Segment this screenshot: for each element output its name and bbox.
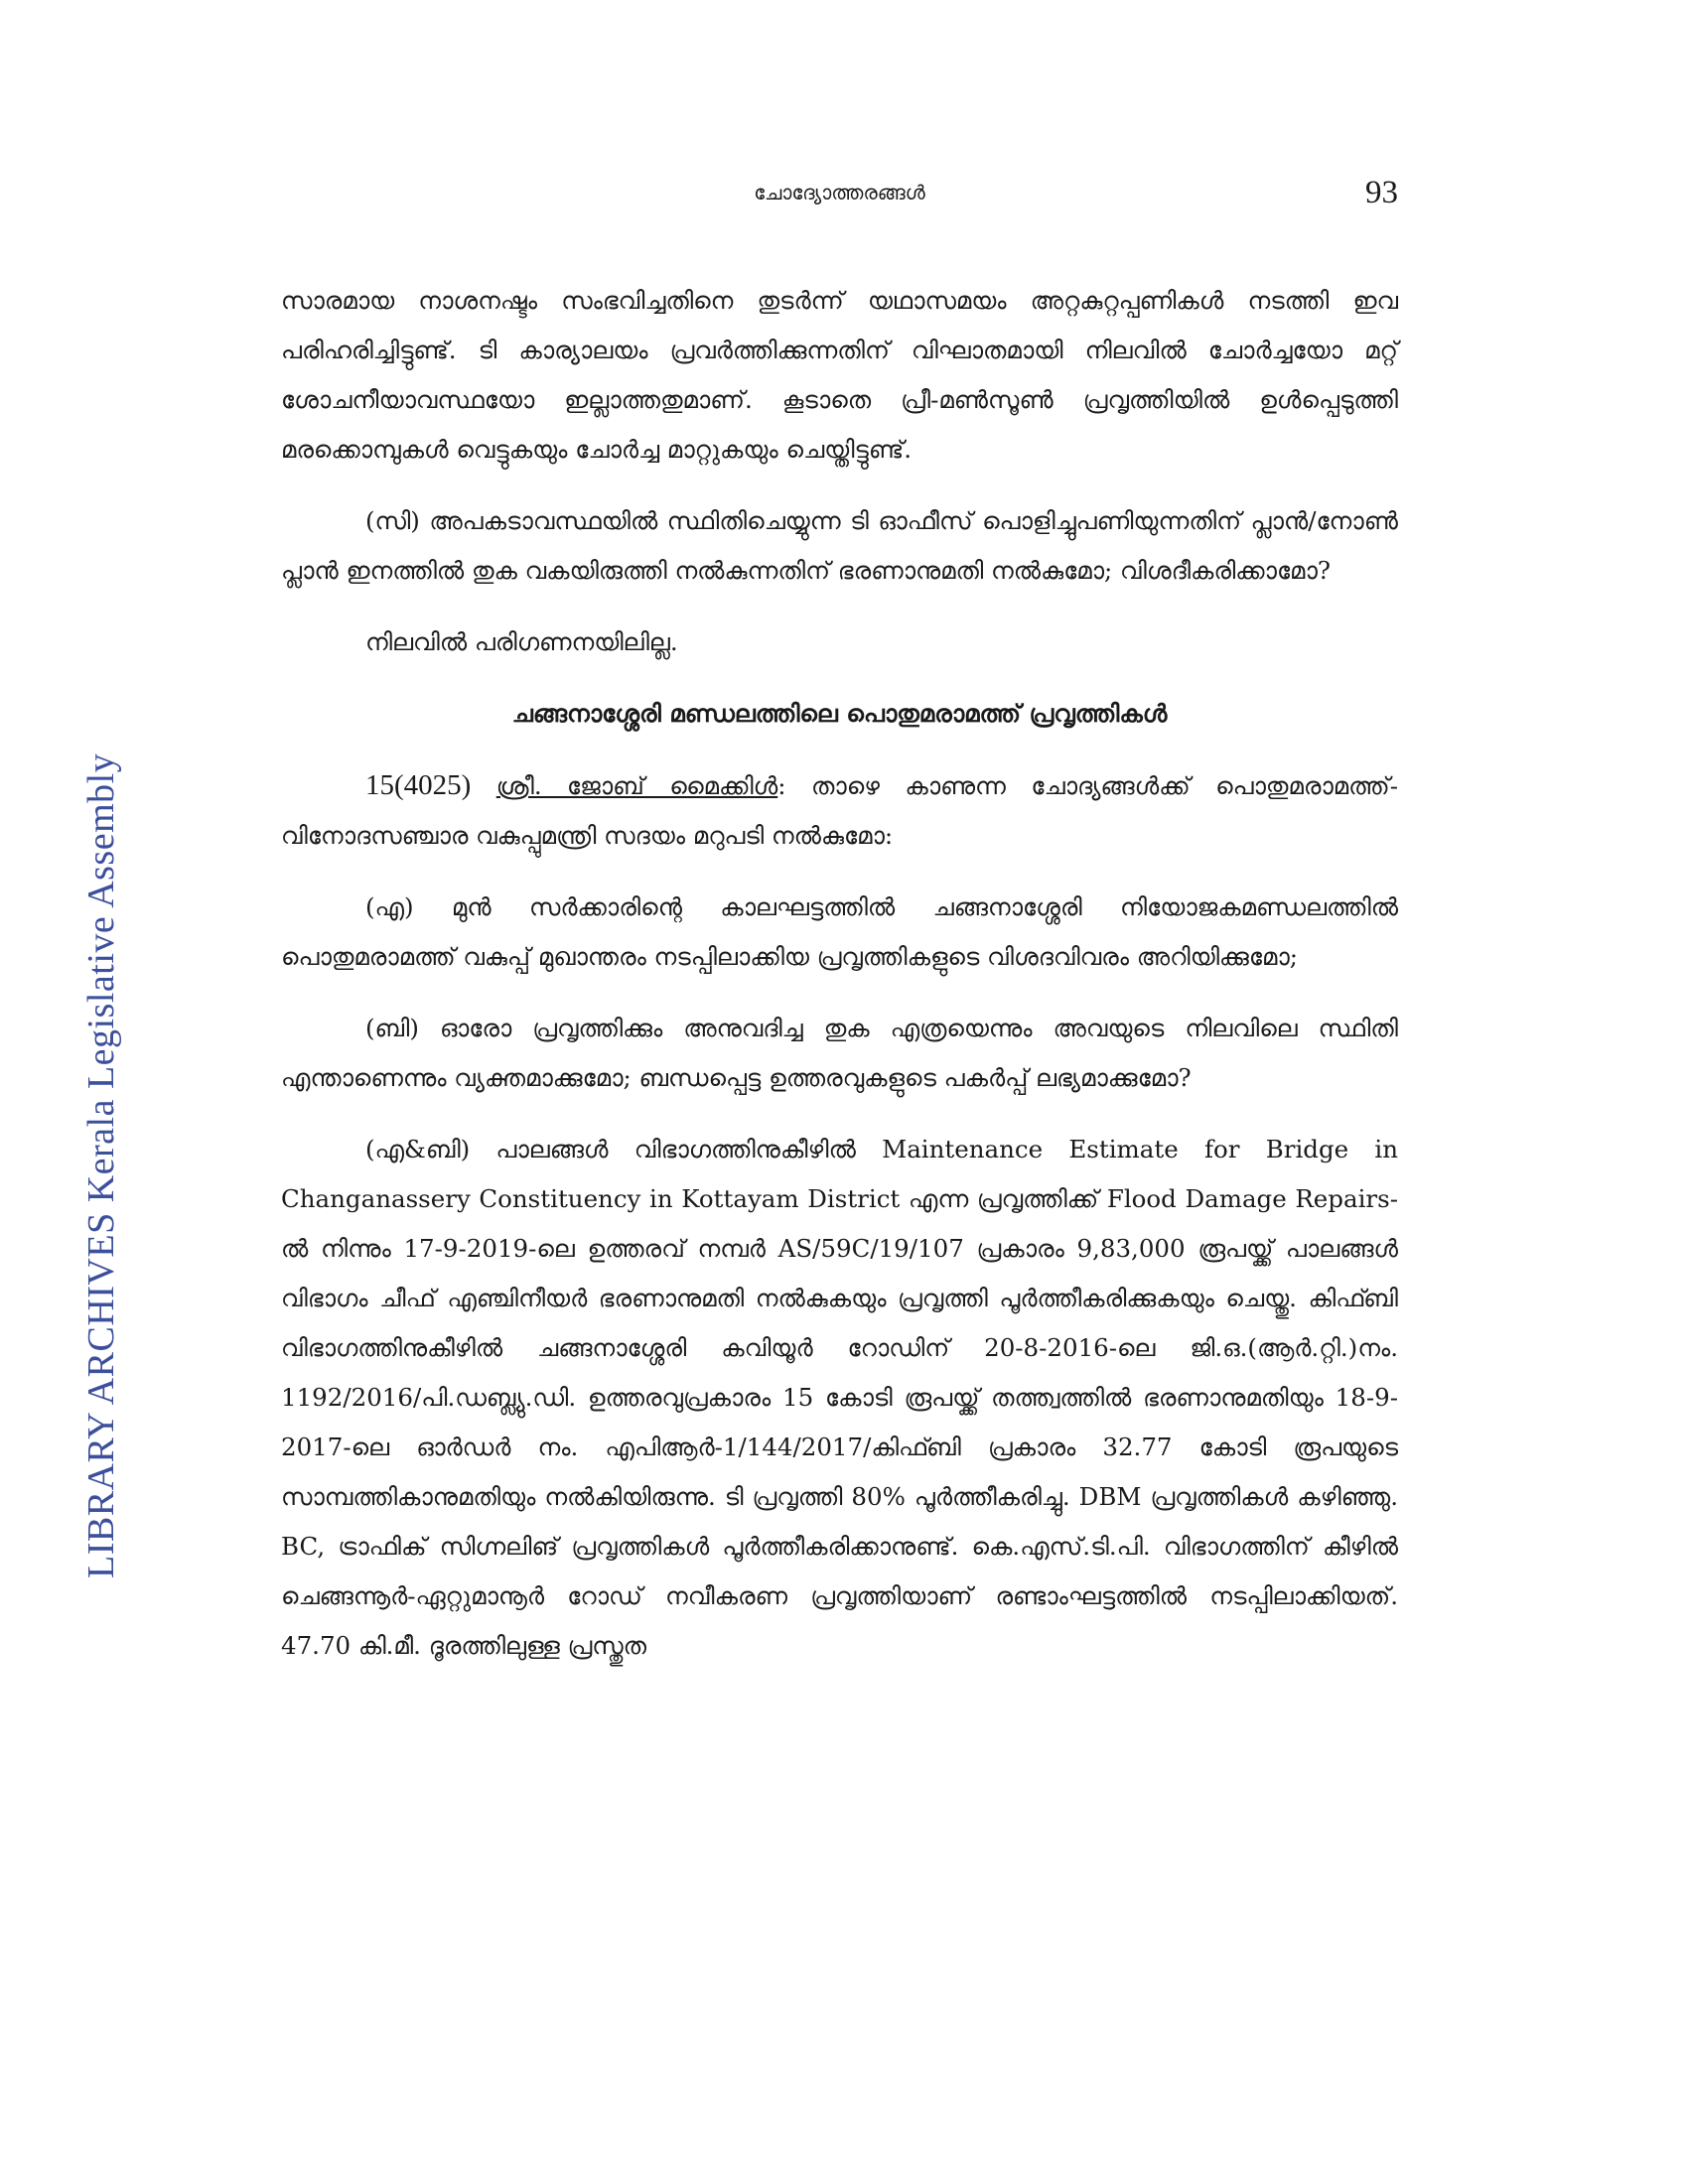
page-header xyxy=(281,175,1398,214)
page-number: 93 xyxy=(1365,175,1398,210)
question-number: 15(4025) xyxy=(365,769,472,801)
running-title: ചോദ്യോത്തരങ്ങൾ xyxy=(754,181,925,205)
answer-c: നിലവിൽ പരിഗണനയിലില്ല. xyxy=(365,627,678,656)
page-body xyxy=(281,276,1398,1693)
archive-watermark: LIBRARY ARCHIVES Kerala Legislative Assembly xyxy=(80,752,122,1578)
section-heading: ചങ്ങനാശ്ശേരി മണ്ഡലത്തിലെ പൊതുമരാമത്ത് പ്രവൃത്തികൾ xyxy=(511,699,1168,728)
answer-ab: (എ&ബി) പാലങ്ങൾ വിഭാഗത്തിനുകീഴിൽ Maintenance Estimate for Bridge in Changanassery Constituency in Kottayam District എന്ന പ്രവൃത്തിക്ക് Flood Damage Repairs-ൽ നിന്നും 17-9-2019-ലെ ഉത്തരവ് നമ്പർ AS/59C/19/107 പ്രകാരം 9,83,000 രൂപയ്ക്ക് പാലങ്ങൾ വിഭാഗം ചീഫ് എഞ്ചിനീയർ ഭരണാനുമതി നൽകുകയും പ്രവൃത്തി പൂർത്തീകരിക്കുകയും ചെയ്തു. കിഫ്ബി വിഭാഗത്തിനുകീഴിൽ ചങ്ങനാശ്ശേരി കവിയൂർ റോഡിന് 20-8-2016-ലെ ജി.ഒ.(ആർ.റ്റി.)നം. 1192/2016/പി.ഡബ്ല്യു.ഡി. ഉത്തരവുപ്രകാരം 15 കോടി രൂപയ്ക്ക് തത്ത്വത്തിൽ ഭരണാനുമതിയും 18-9-2017-ലെ ഓർഡർ നം. എപിആർ-1/144/2017/കിഫ്ബി പ്രകാരം 32.77 കോടി രൂപയുടെ സാമ്പത്തികാനുമതിയും നൽകിയിരുന്നു. ടി പ്രവൃത്തി 80% പൂർത്തീകരിച്ചു. DBM പ്രവൃത്തികൾ കഴിഞ്ഞു. BC, ട്രാഫിക് സിഗ്നലിങ് പ്രവൃത്തികൾ പൂർത്തീകരിക്കാനുണ്ട്. കെ.എസ്.ടി.പി. വിഭാഗത്തിന് കീഴിൽ ചെങ്ങന്നൂർ-ഏറ്റുമാനൂർ റോഡ് നവീകരണ പ്രവൃത്തിയാണ് രണ്ടാംഘട്ടത്തിൽ നടപ്പിലാക്കിയത്. 47.70 കി.മീ. ദൂരത്തിലുള്ള പ്രസ്തുത xyxy=(281,1135,1398,1660)
question-a: (എ) മുൻ സർക്കാരിന്റെ കാലഘട്ടത്തിൽ ചങ്ങനാശ്ശേരി നിയോജകമണ്ഡലത്തിൽ പൊതുമരാമത്ത് വകുപ്പ് മുഖാന്തരം നടപ്പിലാക്കിയ പ്രവൃത്തികളുടെ വിശദവിവരം അറിയിക്കുമോ; xyxy=(281,892,1398,971)
question-intro-text: : താഴെ കാണുന്ന ചോദ്യങ്ങൾക്ക് പൊതുമരാമത്ത്-വിനോദസഞ്ചാര വകുപ്പുമന്ത്രി സദയം മറുപടി നൽകുമോ: xyxy=(281,771,1398,850)
question-b: (ബി) ഓരോ പ്രവൃത്തിക്കും അനുവദിച്ച തുക എത്രയെന്നും അവയുടെ നിലവിലെ സ്ഥിതി എന്താണെന്നും വ്യക്തമാക്കുമോ; ബന്ധപ്പെട്ട ഉത്തരവുകളുടെ പകർപ്പ് ലഭ്യമാക്കുമോ? xyxy=(281,1014,1398,1092)
paragraph-repairs: സാരമായ നാശനഷ്ടം സംഭവിച്ചതിനെ തുടർന്ന് യഥാസമയം അറ്റകുറ്റപ്പണികൾ നടത്തി ഇവ പരിഹരിച്ചിട്ടുണ്ട്. ടി കാര്യാലയം പ്രവർത്തിക്കുന്നതിന് വിഘാതമായി നിലവിൽ ചോർച്ചയോ മറ്റ് ശോചനീയാവസ്ഥയോ ഇല്ലാത്തതുമാണ്. കൂടാതെ പ്രീ-മൺസൂൺ പ്രവൃത്തിയിൽ ഉൾപ്പെടുത്തി മരക്കൊമ്പുകൾ വെട്ടുകയും ചോർച്ച മാറ്റുകയും ചെയ്തിട്ടുണ്ട്. xyxy=(281,286,1398,464)
question-c: (സി) അപകടാവസ്ഥയിൽ സ്ഥിതിചെയ്യുന്ന ടി ഓഫീസ് പൊളിച്ചുപണിയുന്നതിന് പ്ലാൻ/നോൺ പ്ലാൻ ഇനത്തിൽ തുക വകയിരുത്തി നൽകുന്നതിന് ഭരണാനുമതി നൽകുമോ; വിശദീകരിക്കാമോ? xyxy=(281,506,1398,585)
member-name: ശ്രീ. ജോബ് മൈക്കിൾ xyxy=(495,771,778,800)
question-intro xyxy=(281,760,1398,861)
